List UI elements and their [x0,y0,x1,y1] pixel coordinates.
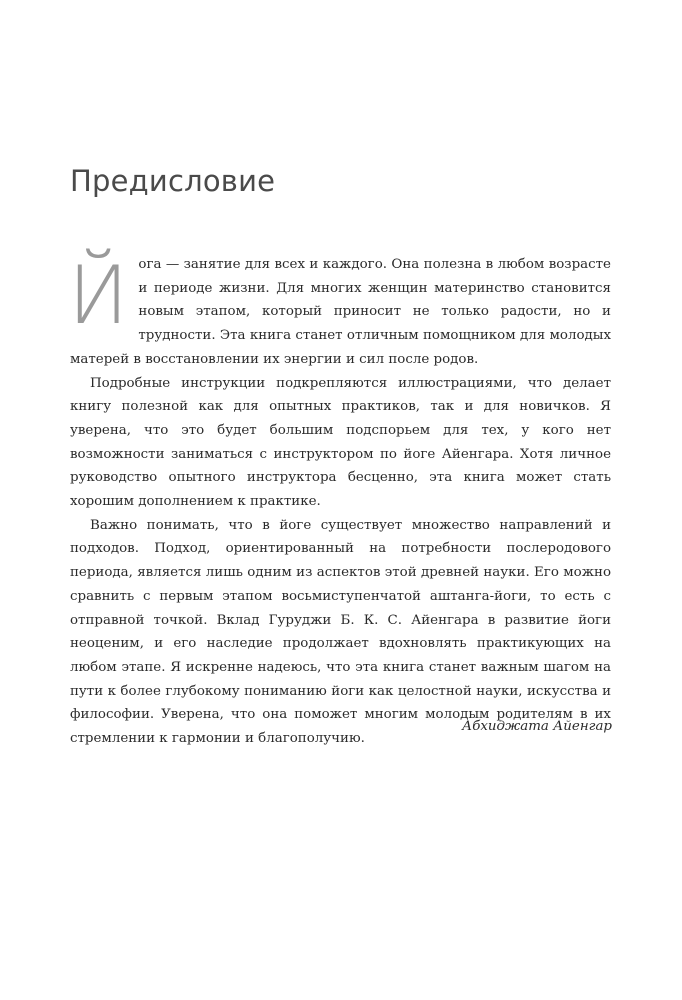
paragraph-2: Подробные инструкции подкрепляются иллюстрациями, что делает книгу полезной как для опытных практиков, так и для новичков. Я уверена, что это будет большим подспорьем для тех, у кого нет возможности заниматься с инструктором по йоге Айенгара. Хотя личное руководство опытного инструктора бесценно, эта книга может стать хорошим дополнением к практике. [70,375,611,510]
preface-body [68,249,611,751]
paragraph-1 [68,249,611,372]
page-title: Предисловие [70,164,276,198]
author-signature: Абхиджата Айенгар [462,719,612,734]
drop-cap: Й [68,249,129,342]
paragraph-3: Важно понимать, что в йоге существует множество направлений и подходов. Подход, ориентированный на потребности послеродового периода, является лишь одним из аспектов этой древней науки. Его можно сравнить с первым этапом восьмиступенчатой аштанга-йоги, то есть с отправной точкой. Вклад Гуруджи Б. К. С. Айенгара в развитие йоги неоценим, и его наследие продолжает вдохновлять практикующих на любом этапе. Я искренне надеюсь, что эта книга станет важным шагом на пути к более глубокому пониманию йоги как целостной науки, искусства и философии. Уверена, что она поможет многим молодым родителям в их стремлении к гармонии и благополучию. [70,517,611,747]
paragraph-1-text: ога — занятие для всех и каждого. Она полезна в любом возрасте и периоде жизни. Для многих женщин материнство становится новым этапом, который приносит не только радости, но и трудности. Эта книга станет отличным помощником для молодых матерей в восстановлении их энергии и сил после родов. [70,257,611,367]
